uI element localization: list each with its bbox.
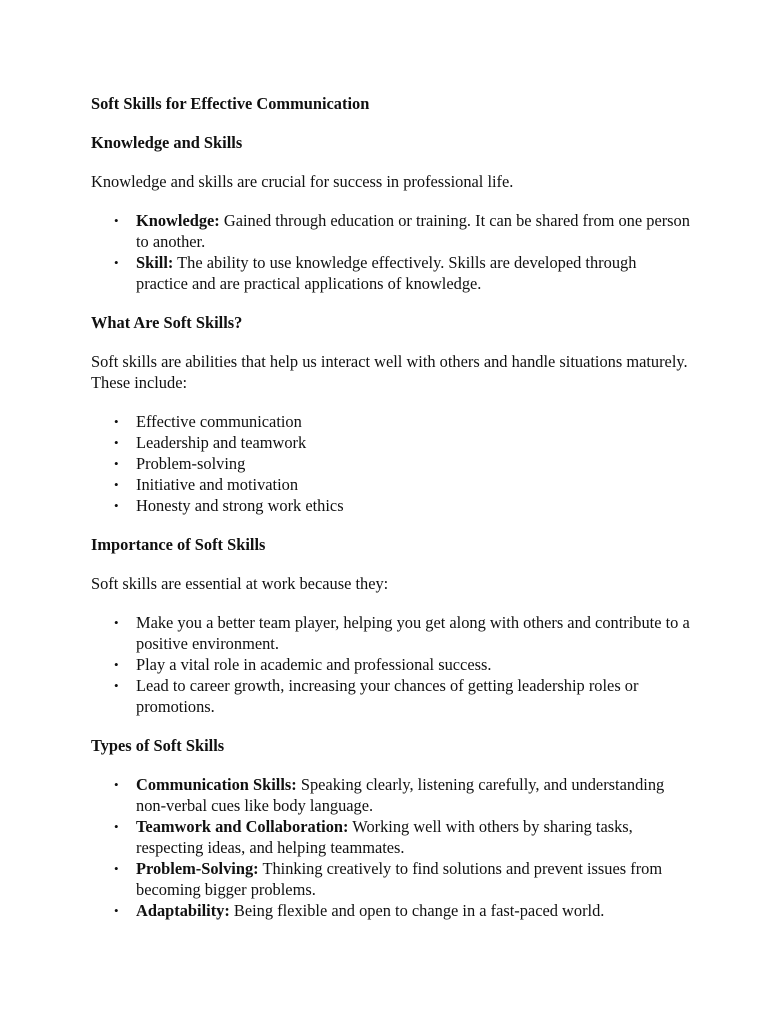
bullet-list-what (91, 411, 691, 516)
list-item: • Leadership and teamwork (136, 432, 691, 453)
list-item: • Play a vital role in academic and professional success. (136, 654, 691, 675)
document-title: Soft Skills for Effective Communication (91, 94, 370, 113)
section-heading-importance: Importance of Soft Skills (91, 535, 266, 554)
list-item-term: Problem-Solving: (136, 859, 259, 878)
list-item (136, 816, 691, 858)
list-item-term: Teamwork and Collaboration: (136, 817, 349, 836)
list-item-term: Adaptability: (136, 901, 230, 920)
list-item-text: Thinking creatively to find solutions and prevent issues from becoming bigger problems. (136, 859, 663, 899)
list-item-term: Skill: (136, 253, 174, 272)
document-body (91, 93, 691, 939)
bullet-list-types (91, 774, 691, 921)
list-item-text: Working well with others by sharing tasks, respecting ideas, and helping teammates. (136, 817, 633, 857)
list-item (136, 900, 691, 921)
list-item: • Effective communication (136, 411, 691, 432)
paragraph-importance-intro: Soft skills are essential at work because they: (91, 574, 389, 593)
list-item-text: Being flexible and open to change in a fast-paced world. (229, 901, 605, 920)
section-heading-types: Types of Soft Skills (91, 736, 225, 755)
paragraph-knowledge-intro: Knowledge and skills are crucial for success in professional life. (91, 172, 514, 191)
list-item-text: Gained through education or training. It can be shared from one person to another. (136, 211, 690, 251)
list-item (136, 210, 691, 252)
list-item: • Initiative and motivation (136, 474, 691, 495)
section-heading-what: What Are Soft Skills? (91, 313, 243, 332)
paragraph-what-intro: Soft skills are abilities that help us interact well with others and handle situations maturely. These include: (91, 352, 688, 392)
list-item: • Make you a better team player, helping you get along with others and contribute to a positive environment. (136, 612, 691, 654)
section-heading-knowledge: Knowledge and Skills (91, 133, 243, 152)
list-item: • Honesty and strong work ethics (136, 495, 691, 516)
list-item-text: The ability to use knowledge effectively. Skills are developed through practice and are practical applications of knowledge. (136, 253, 637, 293)
list-item: • Problem-solving (136, 453, 691, 474)
list-item (136, 774, 691, 816)
bullet-list-knowledge (91, 210, 691, 294)
bullet-list-importance (91, 612, 691, 717)
list-item (136, 252, 691, 294)
list-item (136, 858, 691, 900)
list-item-term: Communication Skills: (136, 775, 297, 794)
list-item: • Lead to career growth, increasing your chances of getting leadership roles or promotions. (136, 675, 691, 717)
list-item-term: Knowledge: (136, 211, 220, 230)
list-item-text: Speaking clearly, listening carefully, and understanding non-verbal cues like body language. (136, 775, 665, 815)
